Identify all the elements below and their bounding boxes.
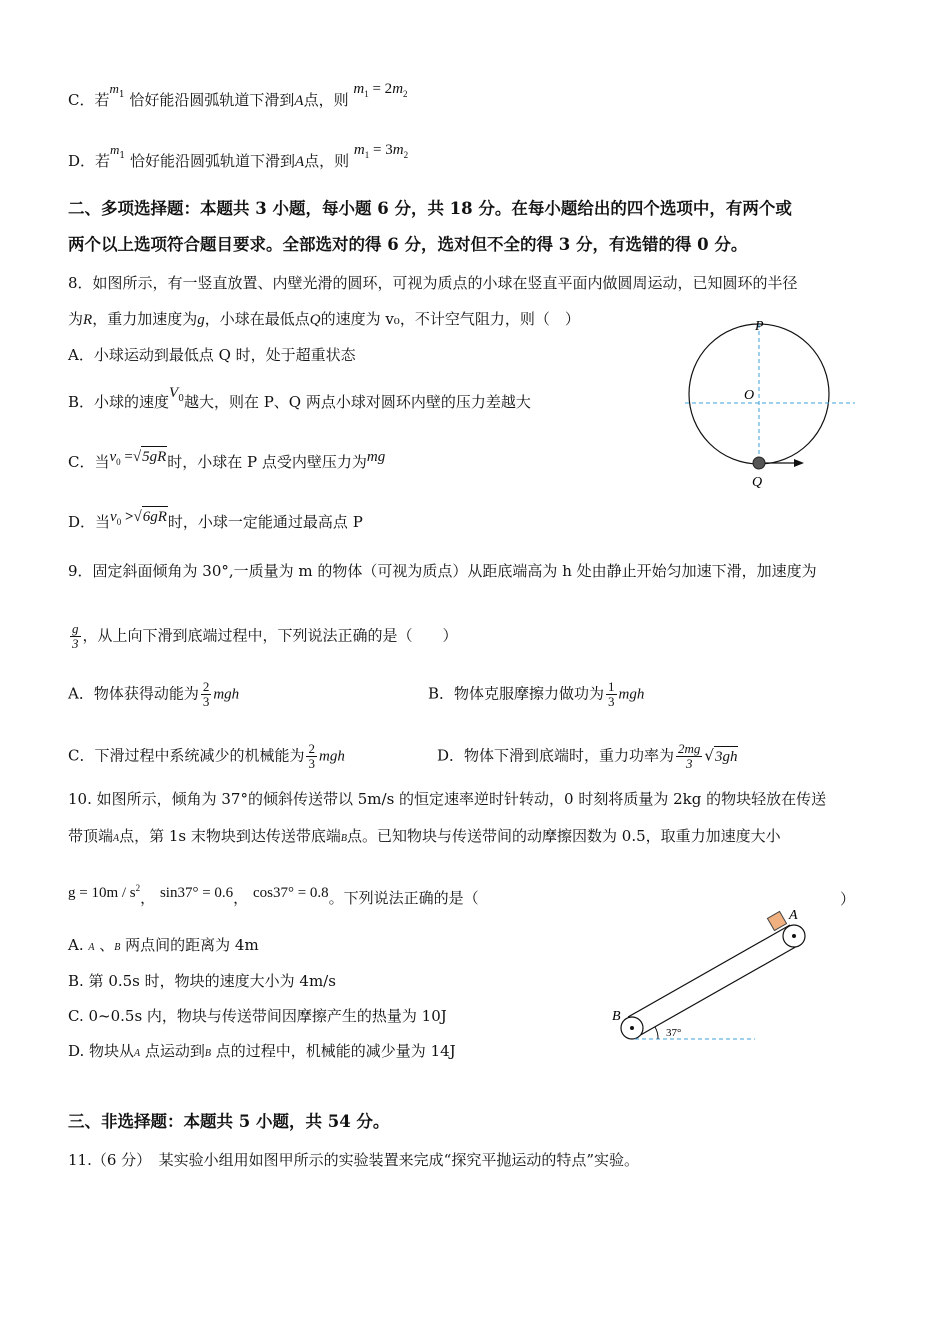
q10-conveyor-figure — [600, 900, 830, 1050]
belt-top-edge — [628, 925, 790, 1017]
q8-option-b: B．小球的速度$V_0$越大，则在 P、Q 两点小球对圆环内壁的压力差越大 — [68, 385, 531, 411]
angle-arc — [655, 1027, 658, 1039]
label-a: A — [789, 908, 798, 923]
q8-option-a: A．小球运动到最低点 Q 时，处于超重状态 — [68, 346, 356, 364]
q9-option-a: A．物体获得动能为 $\frac{2}{3}$ mgh — [68, 679, 240, 709]
velocity-arrowhead — [794, 459, 804, 467]
section3-heading: 三、非选择题：本题共 5 小题，共 54 分。 — [68, 1112, 390, 1131]
q10-stem-line1: 10. 如图所示，倾角为 37°的倾斜传送带以 5m/s 的恒定速率逆时针转动，0 时刻将质量为 2kg 的物块轻放在传送 — [68, 790, 827, 808]
angle-label: 37° — [666, 1027, 682, 1039]
roller-b-axle — [630, 1026, 634, 1030]
q8-option-c: C．当$v_0 =√5gR$时，小球在 P 点受内壁压力为mg — [68, 452, 385, 478]
label-q: Q — [752, 475, 763, 490]
q10-option-a: A. A 、B 两点间的距离为 4m — [68, 936, 259, 954]
label-p: P — [755, 319, 764, 334]
q7-option-c: C．若$m_1$ 恰好能沿圆弧轨道下滑到A点，则 $m_1 = 2m_2$ — [68, 81, 408, 109]
q10-stem-close-paren: ） — [840, 890, 856, 908]
q8-stem-line2: 为R，重力加速度为g，小球在最低点Q的速度为 v₀，不计空气阻力，则（ ） — [68, 310, 580, 328]
q9-option-c: C．下滑过程中系统减少的机械能为 $\frac{2}{3}$ mgh — [68, 741, 345, 771]
q10-stem-line2: 带顶端A点，第 1s 末物块到达传送带底端B点。已知物块与传送带间的动摩擦因数为 0.5，取重力加速度大小 — [68, 827, 781, 845]
q9-option-b: B．物体克服摩擦力做功为 $\frac{1}{3}$ mgh — [428, 679, 645, 709]
q10-stem-line3: $g = 10m / s^2$， sin37° = 0.6， cos37° = 0.8。下列说法正确的是（ — [68, 883, 479, 907]
section2-heading-line1: 二、多项选择题：本题共 3 小题，每小题 6 分，共 18 分。在每小题给出的四个选项中，有两个或 — [68, 199, 792, 218]
q10-option-b: B. 第 0.5s 时，物块的速度大小为 4m/s — [68, 972, 336, 990]
roller-a-axle — [792, 934, 796, 938]
q10-option-d: D. 物块从A 点运动到B 点的过程中，机械能的减少量为 14J — [68, 1042, 456, 1060]
q8-circle-figure — [680, 312, 870, 492]
block — [767, 911, 786, 930]
q7-option-d: D．若$m_1$ 恰好能沿圆弧轨道下滑到A点，则 $m_1 = 3m_2$ — [68, 142, 409, 170]
q9-option-d: D．物体下滑到底端时，重力功率为 $\frac{2mg}{3}$ √3gh — [437, 741, 738, 771]
q9-stem-line2: $\frac{g}{3}$ ，从上向下滑到底端过程中，下列说法正确的是（ ） — [72, 621, 458, 651]
q8-option-d: D．当$v_0 >√6gR$时，小球一定能通过最高点 P — [68, 512, 363, 538]
label-o: O — [744, 388, 755, 403]
ball — [753, 457, 765, 469]
label-b: B — [612, 1009, 621, 1024]
q9-stem-line1: 9．固定斜面倾角为 30°,一质量为 m 的物体（可视为质点）从距底端高为 h 处由静止开始匀加速下滑，加速度为 — [68, 562, 817, 580]
q10-option-c: C. 0~0.5s 内，物块与传送带间因摩擦产生的热量为 10J — [68, 1007, 447, 1025]
q8-stem-line1: 8．如图所示，有一竖直放置、内壁光滑的圆环，可视为质点的小球在竖直平面内做圆周运动，已知圆环的半径 — [68, 274, 798, 292]
q11-stem: 11.（6 分） 某实验小组用如图甲所示的实验装置来完成“探究平抛运动的特点”实验。 — [68, 1151, 640, 1169]
section2-heading-line2: 两个以上选项符合题目要求。全部选对的得 6 分，选对但不全的得 3 分，有选错的得 0 分。 — [68, 235, 748, 254]
belt-bottom-edge — [637, 945, 799, 1037]
